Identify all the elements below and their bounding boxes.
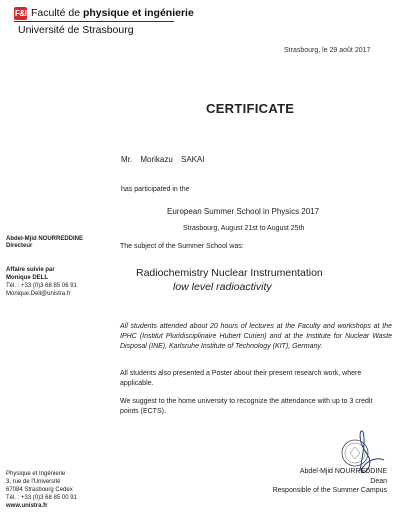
- paragraph-credits: We suggest to the home university to recognize the attendance with up to 3 credit points (ECTS).: [120, 398, 373, 415]
- recipient-name: Mr. Morikazu SAKAI: [121, 155, 205, 164]
- paragraph-poster: All students also presented a Poster about their present research work, where applicable.: [120, 370, 362, 387]
- footer-website: www.unistra.fr: [6, 503, 48, 509]
- faculty-prefix: Faculté de: [31, 7, 83, 19]
- followed-by-label: Affaire suivie par: [6, 267, 55, 273]
- university-name: Université de Strasbourg: [18, 24, 134, 36]
- contact-name: Monique DELL: [6, 275, 48, 281]
- signatory-name: Abdel-Mjid NOURREDDINE: [299, 468, 387, 475]
- director-title: Directeur: [6, 243, 33, 249]
- signatory-role: Dean: [370, 478, 387, 485]
- signature-stroke: [360, 431, 384, 472]
- subject-line-1: Radiochemistry Nuclear Instrumentation: [136, 267, 323, 279]
- contact-email: Monique.Dell@unistra.fr: [6, 291, 71, 297]
- certificate-title: CERTIFICATE: [206, 101, 295, 116]
- director-name: Abdel-Mjid NOURREDDINE: [6, 236, 83, 242]
- footer-line-4: Tél. : +33 (0)3 68 85 00 91: [6, 495, 77, 501]
- school-name: European Summer School in Physics 2017: [167, 207, 320, 216]
- participated-text: has participated in the: [121, 186, 190, 193]
- faculty-bold: physique et ingénierie: [82, 7, 194, 19]
- paragraph-lectures: All students attended about 20 hours of lectures at the Faculty and workshops at the IPHC (Institut Pluridisciplinaire Hubert Curien) and at the Institute for Nuclear Waste Disposal (INE), Karlsruhe Institute of Technology (KIT), Germany.: [120, 323, 392, 350]
- signatory-responsibility: Responsible of the Summer Campus: [272, 487, 387, 494]
- subject-intro: The subject of the Summer School was:: [120, 243, 244, 250]
- header-divider: [14, 21, 174, 22]
- footer-line-1: Physique et Ingénierie: [6, 471, 66, 477]
- subject-line-2: low level radioactivity: [173, 281, 272, 293]
- faculty-name: [31, 7, 194, 19]
- date-line: Strasbourg, le 29 août 2017: [284, 47, 371, 54]
- school-dates: Strasbourg, August 21st to August 25th: [183, 225, 305, 232]
- seal-emblem: [350, 447, 360, 459]
- footer-line-3: 67084 Strasbourg Cedex: [6, 487, 73, 493]
- contact-phone: Tél. : +33 (0)3 68 85 06 91: [6, 283, 77, 289]
- footer-line-2: 3, rue de l'Université: [6, 479, 61, 485]
- logo-text: F&I: [15, 9, 27, 18]
- faculty-logo: [14, 7, 27, 20]
